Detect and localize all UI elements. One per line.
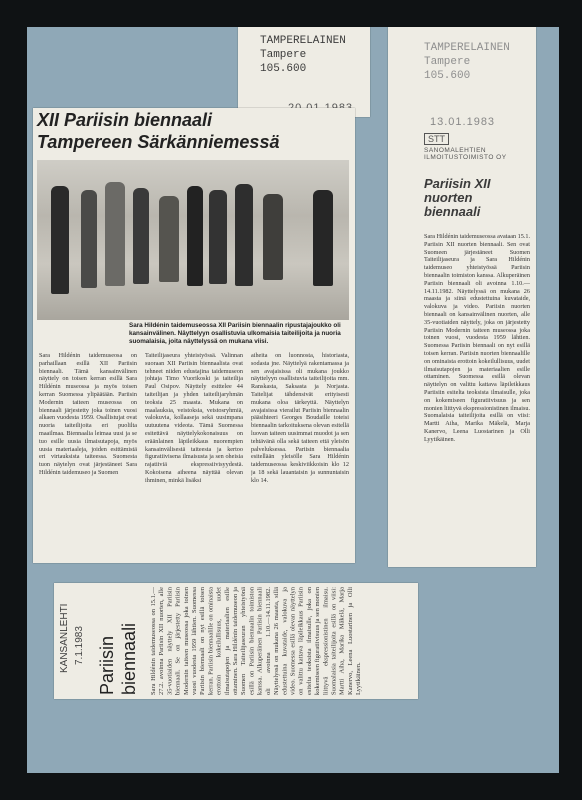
newspaper-name: TAMPERELAINEN (424, 42, 510, 54)
clipping-date: 13.01.1983 (430, 116, 496, 128)
newspaper-name: TAMPERELAINEN (260, 35, 346, 47)
newspaper-city: Tampere (260, 49, 307, 61)
clipping-date (74, 626, 85, 665)
group-photo (37, 160, 349, 320)
person-figure (51, 186, 69, 294)
bureau-logo: STT (424, 133, 449, 145)
newspaper-code: 105.600 (260, 63, 307, 75)
right-clipping (388, 27, 536, 567)
headline-line-1: XII Pariisin biennaali (37, 110, 213, 130)
person-figure (159, 196, 179, 282)
bureau-name: SANOMALEHTIEN ILMOITUSTOIMISTO OY (424, 147, 507, 161)
newspaper-stamp (260, 34, 346, 76)
article-column-2: Taiteilijaseura yhteistyössä. Valinnan suoraan XII Pariisin biennaalista ovat tehneet niiden edustajina taidemuseon johtaja Timo Vuorikoski ja taiteilija Paul Osipov. Näyttely esittelee 44 taiteilijan ja yhden taiteilijaryhmän teoksia 25 maasta. Mukana on maalauksia, veistoksia, veistosryhmiä, valokuvia, kollaaseja sekä uusimpana uutuutena videota. Tämä Suomessa esitettävä näyttelykokonaisuus on eräänlainen läpileikkaus nuorempien kansainvälisestä taiteesta ja kertoo figuratiivisena ilmaisusta ja sen oheisia rajatiiviä ekspressiivisyydestä. Kokoisena aiheena näyttää olevan ihminen, minkä lisäksi (145, 352, 243, 484)
person-figure (313, 190, 333, 286)
headline-line-2: Tampereen Särkänniemessä (37, 132, 280, 152)
person-figure (235, 184, 253, 286)
clipping-date-text: 7.1.1983 (74, 626, 85, 665)
article-body: Sara Hildénin taidemuseossa avataan 15.1. Pariisin XII nuorten biennaali. Sen ovat Suomeen järjestäneet Suomen Taiteilijaseura ja Sara Hildénin taidemuseo yhteistyössä Pariisin biennaalin toimiston kanssa. Alkuperäinen Pariisin biennaali oli avoinna 1.10.—14.11.1982. Näyttelyssä on mukana 26 maasta ja siinä edustettuina kuvataide, valokuva ja video. Pariisin nuorten biennaali on kansainvälinen nuorten, alle 35-vuotiaiden näyttely, joka on järjestetty Pariisin Modernin taiteen museossa joka toinen vuosi, vuodesta 1959 lähtien. Suomessa Pariisin biennaali on nyt esillä toisen kerran. Pariisin nuorten biennaalille on ominaista erottoin kokeilullisuus, uudet ilmaisutapojen ja materiaalien esille ottaminen. Suomessa esillä olevan näyttelyn on valittu kattava läpileikkaus Pariisiin esitelta teoksista ilmaisulle, joka on kokemiseen figuratiivisuus ja sen monien liittyvä ekspressionistinen ilmaisu. Suomalaisia taiteilijoita esillä on viisi: Martti Aiha, Marika Mäkelä, Marja Kanervo, Leena Luostarinen ja Olli Lyytikäinen. (424, 233, 530, 443)
person-figure (81, 190, 97, 288)
person-figure (263, 194, 283, 280)
newspaper-name: KANSANLEHTI (59, 603, 70, 673)
bottom-clipping (54, 583, 418, 699)
article-headline-text: Pariisin biennaali (97, 622, 139, 695)
top-clipping (238, 27, 370, 117)
article-column-3: aiheita on luonnosta, historiasta, sodasta jne. Näyttelyä rakentamassa ja sen avajaisissa oli mukana joukko näyttelyyn osallistuvia taiteilijoita mm. Ranskasta, Saksasta ja Norjasta. Taitelijat tähdensivät erityisesti mukana oloa tärkeyttä. Näyttelyn avajaisissa vierailut Pariisin biennaalin pääsihteeri Georges Boudaille toteisi biennaalin tarkoituksena olevan esitellä luovan taiteen uusimmat muodot ja sen tehtävänä olla sekä taiteen että yleisön palveluksessa. Pariisin biennaalia esitellään yleisölle Sara Hildénin taidemuseossa keskiviikkoisin klo 12 ja 18 sekä lauantaisin ja sunnuntaisin klo 14. (251, 352, 349, 484)
main-clipping (33, 108, 355, 563)
person-figure (187, 186, 203, 286)
article-body-columns: Sara Hildénin taidemuseossa on 15.1.—27.2. avoinna Pariisin XII nuorten, alle 35-vuotiaiden näyttely XII Pariisin biennaali. Se on järjestetty Pariisin Modernin taiteen museossa joka toinen vuosi vuodesta 1959 lähtien. Suomessa Pariisin biennaali on nyt esillä toisen kerran. Pariisin biennaalille on ominaista erottoin kokeilullisuus, uudet ilmaisutapojen ja materiaalien esille ottaminen. Sara Hildénin taidemuseon ja Suomen Taiteilijaseuran yhteistyönä esillä on Pariisin biennaalin toimiston kanssa. Alkuperäinen Pariisin biennaali oli avoinna 1.10.—14.11.1982. Näyttelyssä on mukana 26 maasta, sillä edustettuina kuvataide, valokuva ja video. Suomessa esillä olevan näyttelyn on valittu kattava läpileikkaus Pariisin esitelta teoksista ilmaisulle, joka on kokemiseen figuratiivisuus ja sen monien liittyvä ekspressionistinen ilmaisu. Suomalaisia taiteilijoita esillä on viisi: Martti Aiha, Marika Mäkelä, Marja Kanervo, Leena Luostarinen ja Olli Lyytikäinen. (150, 587, 363, 695)
article-headline: Pariisin XII nuorten biennaali (424, 176, 491, 219)
photo-caption: Sara Hildénin taidemuseossa XII Pariisin biennaalin ripustajajoukko oli kansainvälinen. Näyttelyyn osallistuvia ulkomaisia taiteilijoita ja nuoria suomalaisia, joita näyttelyssä on mukana viisi. (129, 322, 341, 345)
kansanlehti-stamp (58, 604, 72, 673)
newspaper-stamp (424, 41, 510, 83)
person-figure (209, 190, 227, 284)
newspaper-code: 105.600 (424, 70, 471, 82)
article-headline (96, 605, 140, 695)
person-figure (133, 188, 149, 284)
person-figure (105, 182, 125, 286)
newspaper-city: Tampere (424, 56, 471, 68)
article-column-1: Sara Hildénin taidemuseosa on parhaillaan esillä XII Pariisin biennaali. Tämä kansainvälinen näyttely on toisen kerran esillä Sara Hildénin museossa ja myös toisen kerran Suomessa ylipäätään. Pariisin Modernin taiteen museossa on biennaali järjestetty joka toinen vuosi alkaen vuodesta 1959. Osallistujat ovat nuoria taiteilijoita eri puolilta maailmaa. Biennaalia leimaa uusi ja se tuo esille uusia ilmaisutapoja, myös uusia materiaaleja, joiden esittämistä eri virtauksista taiteessa. Suomesta tuon näytelyn ovat järjestäneet Sara Hildénin taidemuseo ja Suomen (39, 352, 137, 476)
